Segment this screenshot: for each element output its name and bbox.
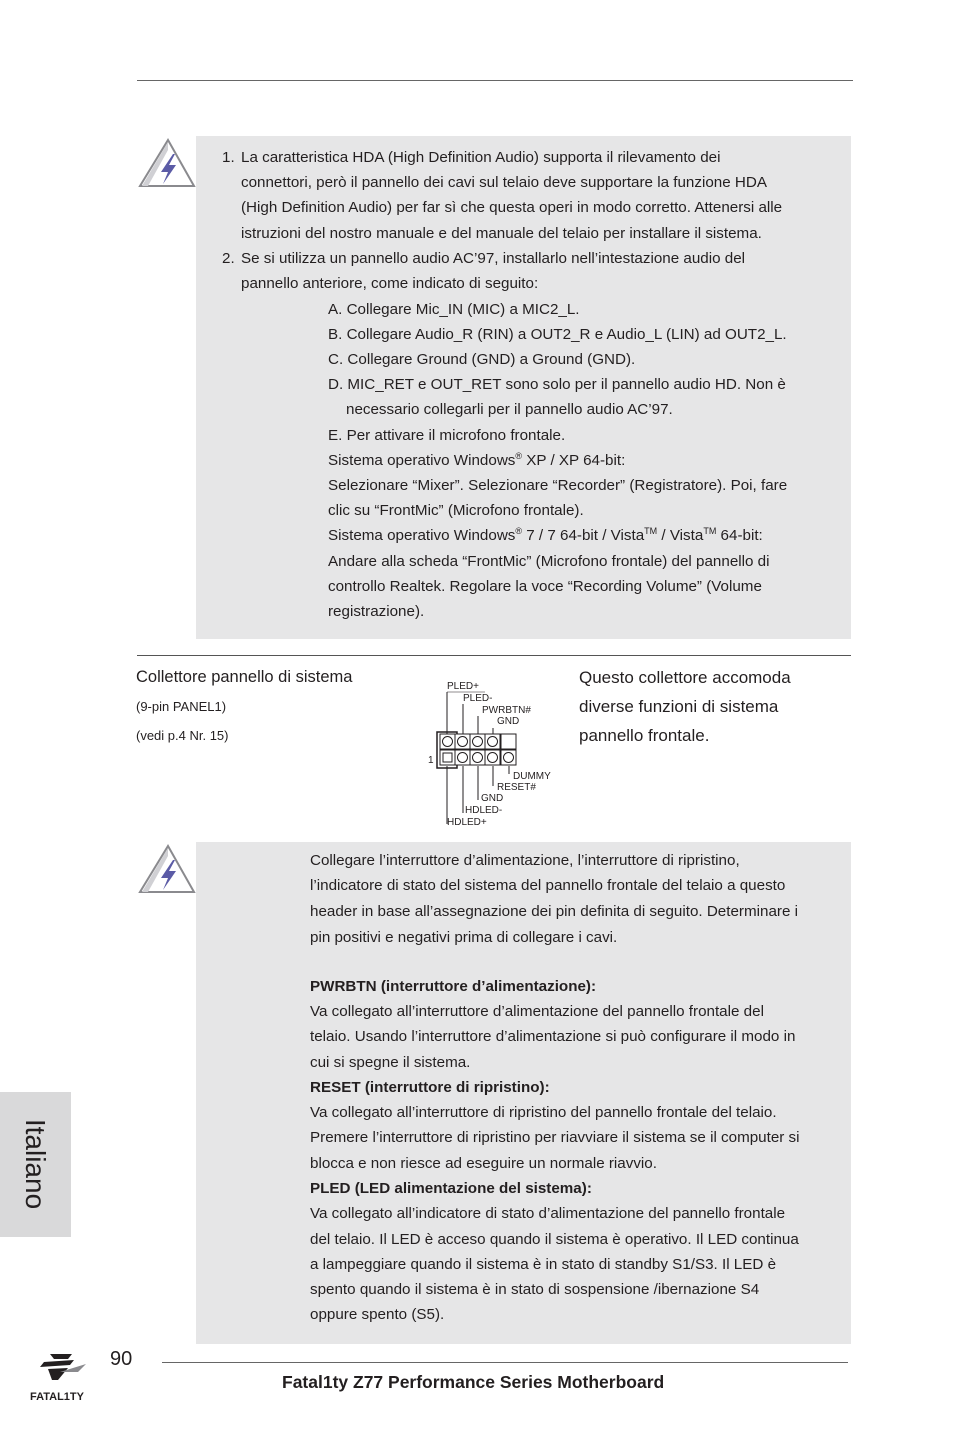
label-pwrbtn: PWRBTN#	[482, 705, 531, 716]
os-win7-heading	[328, 523, 763, 548]
reset-line3: blocca e non riesce ad eseguire un normale riavvio.	[310, 1155, 657, 1172]
label-pled-neg: PLED-	[463, 693, 493, 704]
logo-text: FATAL1TY	[30, 1391, 84, 1403]
label-gnd-top: GND	[497, 716, 520, 727]
reset-heading: RESET (interruttore di ripristino):	[310, 1079, 550, 1096]
section-pin-label: (9-pin PANEL1)	[136, 699, 227, 714]
item1-line1: La caratteristica HDA (High Definition Audio) supporta il rilevamento dei	[241, 149, 721, 166]
pwrbtn-line3: cui si spegne il sistema.	[310, 1054, 471, 1071]
intro-line4: pin positivi e negativi prima di collegare i cavi.	[310, 929, 618, 946]
page-number: 90	[110, 1348, 133, 1370]
section-ref-label: (vedi p.4 Nr. 15)	[136, 728, 229, 743]
warning-triangle-icon	[138, 844, 196, 896]
fatal1ty-logo	[28, 1350, 106, 1406]
os-win7-line1: Andare alla scheda “FrontMic” (Microfono frontale) del pannello di	[328, 553, 770, 570]
top-divider	[137, 80, 853, 81]
label-dummy: DUMMY	[513, 771, 551, 782]
os-win7-line3: registrazione).	[328, 603, 425, 620]
os-win7-line2: controllo Realtek. Regolare la voce “Recording Volume” (Volume	[328, 578, 762, 595]
pled-line3: a lampeggiare quando il sistema è in stato di standby S1/S3. Il LED è	[310, 1256, 777, 1273]
os-win7-tm2: TM	[703, 526, 717, 536]
pled-line5: oppure spento (S5).	[310, 1306, 445, 1323]
pwrbtn-line2: telaio. Usando l’interruttore d’alimentazione si può configurare il modo in	[310, 1028, 796, 1045]
os-xp-heading	[328, 448, 625, 473]
os-win7-tm1: TM	[644, 526, 658, 536]
label-reset: RESET#	[497, 782, 536, 793]
label-pled-pos: PLED+	[447, 681, 479, 692]
label-hdled-neg: HDLED-	[465, 805, 503, 816]
pled-line1: Va collegato all’indicatore di stato d’alimentazione del pannello frontale	[310, 1205, 786, 1222]
os-xp-reg: ®	[515, 451, 523, 461]
os-win7-reg: ®	[515, 526, 523, 536]
item1-line3: (High Definition Audio) per far sì che questa operi in modo corretto. Attenersi alle	[241, 199, 783, 216]
panel-header-diagram	[425, 676, 565, 828]
item2-line2: pannello anteriore, come indicato di seguito:	[241, 275, 539, 292]
language-tab-label: Italiano	[20, 1118, 51, 1210]
section-desc-line3: pannello frontale.	[579, 726, 710, 745]
os-win7-pre: Sistema operativo Windows	[328, 527, 516, 544]
pwrbtn-heading: PWRBTN (interruttore d’alimentazione):	[310, 978, 597, 995]
section-title: Collettore pannello di sistema	[136, 668, 353, 686]
footer-divider	[162, 1362, 848, 1363]
pled-line4: spento quando il sistema è in stato di sospensione /ibernazione S4	[310, 1281, 760, 1298]
item2-line1: Se si utilizza un pannello audio AC’97, installarlo nell’intestazione audio del	[241, 250, 746, 267]
step-c: C. Collegare Ground (GND) a Ground (GND).	[328, 351, 636, 368]
item1-line4: istruzioni del nostro manuale e del manuale del telaio per installare il sistema.	[241, 225, 762, 242]
pin-one-label: 1	[428, 755, 434, 766]
warning-triangle-icon	[138, 138, 196, 190]
intro-line2: l’indicatore di stato del sistema del pannello frontale del telaio a questo	[310, 877, 786, 894]
os-win7-post: 64-bit:	[716, 527, 763, 544]
step-d-line1: D. MIC_RET e OUT_RET sono solo per il pannello audio HD. Non è	[328, 376, 786, 393]
step-d-line2: necessario collegarli per il pannello audio AC’97.	[346, 401, 673, 418]
os-xp-line1: Selezionare “Mixer”. Selezionare “Recorder” (Registratore). Poi, fare	[328, 477, 788, 494]
intro-line1: Collegare l’interruttore d’alimentazione, l’interruttore di ripristino,	[310, 852, 740, 869]
section-divider	[137, 655, 851, 656]
step-a: A. Collegare Mic_IN (MIC) a MIC2_L.	[328, 301, 580, 318]
section-desc-line2: diverse funzioni di sistema	[579, 697, 779, 716]
intro-line3: header in base all’assegnazione dei pin definita di seguito. Determinare i	[310, 903, 798, 920]
os-xp-post: XP / XP 64-bit:	[522, 452, 626, 469]
os-xp-line2: clic su “FrontMic” (Microfono frontale).	[328, 502, 584, 519]
pwrbtn-line1: Va collegato all’interruttore d’alimentazione del pannello frontale del	[310, 1003, 764, 1020]
os-win7-mid2: / Vista	[657, 527, 704, 544]
reset-line2: Premere l’interruttore di ripristino per riavviare il sistema se il computer si	[310, 1129, 800, 1146]
item1-line2: connettori, però il pannello dei cavi sul telaio deve supportare la funzione HDA	[241, 174, 767, 191]
item2-number: 2.	[222, 250, 235, 267]
os-win7-mid: 7 / 7 64-bit / Vista	[522, 527, 645, 544]
item1-number: 1.	[222, 149, 235, 166]
label-hdled-pos: HDLED+	[447, 817, 487, 828]
reset-line1: Va collegato all’interruttore di ripristino del pannello frontale del telaio.	[310, 1104, 777, 1121]
label-gnd-bottom: GND	[481, 793, 504, 804]
os-xp-pre: Sistema operativo Windows	[328, 452, 516, 469]
pled-line2: del telaio. Il LED è acceso quando il sistema è operativo. Il LED continua	[310, 1231, 799, 1248]
pled-heading: PLED (LED alimentazione del sistema):	[310, 1180, 592, 1197]
section-desc-line1: Questo collettore accomoda	[579, 668, 791, 687]
step-e: E. Per attivare il microfono frontale.	[328, 427, 566, 444]
footer-title: Fatal1ty Z77 Performance Series Motherboard	[282, 1372, 665, 1392]
step-b: B. Collegare Audio_R (RIN) a OUT2_R e Audio_L (LIN) ad OUT2_L.	[328, 326, 787, 343]
